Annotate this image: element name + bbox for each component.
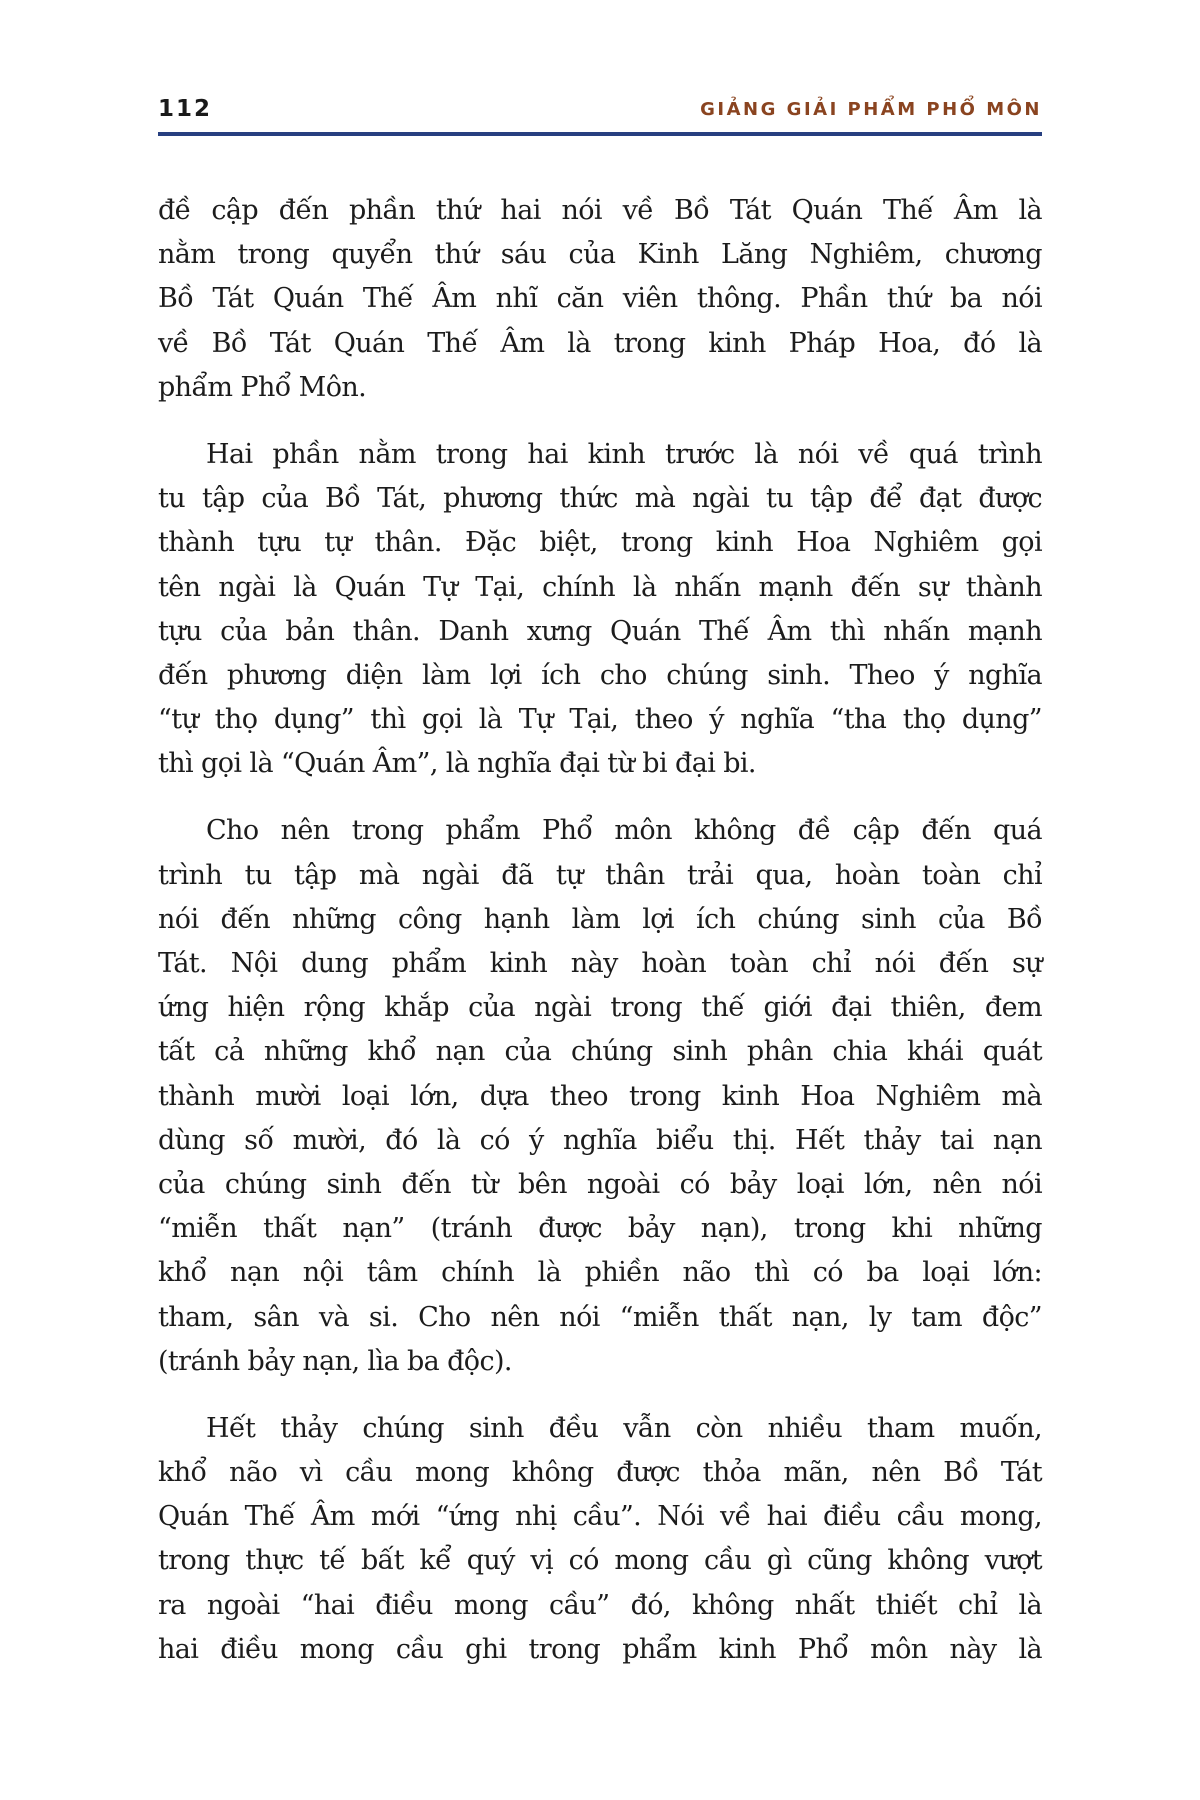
text-line: tựu của bản thân. Danh xưng Quán Thế Âm thì nhấn mạnh — [158, 615, 1042, 647]
text-line: khổ não vì cầu mong không được thỏa mãn, nên Bồ Tát — [158, 1457, 1042, 1489]
running-title: GIẢNG GIẢI PHẨM PHỔ MÔN — [700, 99, 1042, 120]
text-line: Cho nên trong phẩm Phổ môn không đề cập đến quá — [206, 815, 1042, 847]
text-line: “miễn thất nạn” (tránh được bảy nạn), trong khi những — [158, 1213, 1042, 1245]
text-line: tên ngài là Quán Tự Tại, chính là nhấn mạnh đến sự thành — [158, 571, 1042, 603]
text-line: thì gọi là “Quán Âm”, là nghĩa đại từ bi đại bi. — [158, 748, 756, 780]
page-number: 112 — [158, 96, 213, 122]
text-line: tất cả những khổ nạn của chúng sinh phân chia khái quát — [158, 1036, 1042, 1068]
paragraph — [158, 189, 1042, 410]
text-line: Quán Thế Âm mới “ứng nhị cầu”. Nói về hai điều cầu mong, — [158, 1501, 1042, 1533]
text-line: ứng hiện rộng khắp của ngài trong thế giới đại thiên, đem — [158, 992, 1042, 1024]
text-line: trình tu tập mà ngài đã tự thân trải qua, hoàn toàn chỉ — [158, 859, 1042, 891]
text-line: phẩm Phổ Môn. — [158, 371, 367, 403]
text-line: trong thực tế bất kể quý vị có mong cầu gì cũng không vượt — [158, 1545, 1042, 1577]
header-rule — [158, 132, 1042, 136]
text-line: Hai phần nằm trong hai kinh trước là nói về quá trình — [206, 438, 1042, 470]
text-line: khổ nạn nội tâm chính là phiền não thì có ba loại lớn: — [158, 1257, 1042, 1289]
text-line: (tránh bảy nạn, lìa ba độc). — [158, 1345, 512, 1377]
text-line: tham, sân và si. Cho nên nói “miễn thất nạn, ly tam độc” — [158, 1301, 1042, 1333]
text-line: thành tựu tự thân. Đặc biệt, trong kinh Hoa Nghiêm gọi — [158, 527, 1042, 559]
text-line: về Bồ Tát Quán Thế Âm là trong kinh Pháp Hoa, đó là — [158, 327, 1042, 359]
text-line: “tự thọ dụng” thì gọi là Tự Tại, theo ý nghĩa “tha thọ dụng” — [158, 704, 1042, 736]
paragraph — [158, 433, 1042, 787]
paragraph — [158, 1407, 1042, 1672]
text-line: của chúng sinh đến từ bên ngoài có bảy loại lớn, nên nói — [158, 1168, 1042, 1200]
text-line: hai điều mong cầu ghi trong phẩm kinh Phổ môn này là — [158, 1633, 1042, 1665]
body-text — [158, 189, 1042, 1695]
text-line: đề cập đến phần thứ hai nói về Bồ Tát Quán Thế Âm là — [158, 195, 1042, 226]
text-line: nói đến những công hạnh làm lợi ích chúng sinh của Bồ — [158, 903, 1042, 935]
page-header — [158, 96, 1042, 126]
text-line: Bồ Tát Quán Thế Âm nhĩ căn viên thông. Phần thứ ba nói — [158, 283, 1042, 315]
text-line: ra ngoài “hai điều mong cầu” đó, không nhất thiết chỉ là — [158, 1589, 1042, 1621]
paragraph — [158, 809, 1042, 1383]
text-line: Tát. Nội dung phẩm kinh này hoàn toàn chỉ nói đến sự — [158, 948, 1042, 979]
text-line: Hết thảy chúng sinh đều vẫn còn nhiều tham muốn, — [206, 1412, 1042, 1444]
text-line: nằm trong quyển thứ sáu của Kinh Lăng Nghiêm, chương — [158, 239, 1042, 271]
text-line: dùng số mười, đó là có ý nghĩa biểu thị. Hết thảy tai nạn — [158, 1124, 1042, 1156]
text-line: thành mười loại lớn, dựa theo trong kinh Hoa Nghiêm mà — [158, 1080, 1042, 1112]
text-line: tu tập của Bồ Tát, phương thức mà ngài tu tập để đạt được — [158, 483, 1042, 515]
text-line: đến phương diện làm lợi ích cho chúng sinh. Theo ý nghĩa — [158, 659, 1042, 691]
